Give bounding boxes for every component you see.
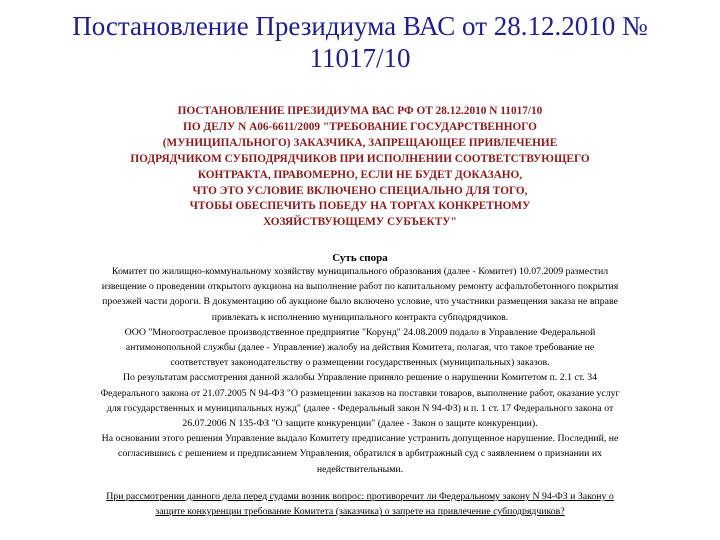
- heading-line: ПО ДЕЛУ N А06-6611/2009 "ТРЕБОВАНИЕ ГОСУДАРСТВЕННОГО: [183, 120, 537, 133]
- body-line: По результатам рассмотрения данной жалобы Управление приняло решение о нарушении Комитетом п. 2.1 ст. 34: [122, 372, 598, 384]
- body-line: Федерального закона от 21.07.2005 N 94-ФЗ "О размещении заказов на поставки товаров, выполнение работ, оказание услуг: [100, 387, 620, 399]
- body-line: На основании этого решения Управление выдало Комитету предписание устранить допущенное нарушение. Последний, не: [101, 433, 619, 445]
- heading-line: ПОДРЯДЧИКОМ СУБПОДРЯДЧИКОВ ПРИ ИСПОЛНЕНИИ СООТВЕТСТВУЮЩЕГО: [130, 152, 590, 165]
- heading-line: ХОЗЯЙСТВУЮЩЕМУ СУБЪЕКТУ": [263, 216, 457, 229]
- heading-line: ЧТО ЭТО УСЛОВИЕ ВКЛЮЧЕНО СПЕЦИАЛЬНО ДЛЯ ТОГО,: [192, 184, 528, 197]
- question-line: При рассмотрении данного дела перед судами возник вопрос: противоречит ли Федеральному закону N 94-ФЗ и Закону о: [106, 491, 614, 502]
- body-line: соответствует законодательству о размещении государственных (муниципальных) заказов.: [170, 357, 550, 369]
- body-line: привлекать к исполнению муниципального контракта субподрядчиков.: [211, 311, 509, 323]
- body-line: для государственных и муниципальных нужд" (далее - Федеральный закон N 94-ФЗ) и п. 1 ст. 17 Федерального закона от: [106, 402, 614, 414]
- body-line: ООО "Многоотраслевое производственное предприятие "Корунд" 24.08.2009 подало в Управление Федеральной: [124, 326, 596, 338]
- heading-line: ЧТОБЫ ОБЕСПЕЧИТЬ ПОБЕДУ НА ТОРГАХ КОНКРЕТНОМУ: [189, 200, 531, 213]
- heading-line: ПОСТАНОВЛЕНИЕ ПРЕЗИДИУМА ВАС РФ ОТ 28.12.2010 N 11017/10: [177, 105, 543, 117]
- body-line: согласившись с решением и предписанием Управления, обратился в арбитражный суд с заявлением о признании их: [118, 448, 602, 460]
- title-line: 11017/10: [309, 43, 411, 73]
- body-line: проезжей части дороги. В документацию об аукционе было включено условие, что участники размещения заказа не вправе: [102, 296, 618, 308]
- body-line: 26.07.2006 N 135-ФЗ "О защите конкуренции" (далее - Закон о защите конкуренции).: [182, 418, 538, 430]
- heading-line: КОНТРАКТА, ПРАВОМЕРНО, ЕСЛИ НЕ БУДЕТ ДОКАЗАНО,: [197, 168, 523, 181]
- body-line: Комитет по жилищно-коммунальному хозяйству муниципального образования (далее - Комитет) 10.07.2009 разместил: [111, 266, 609, 277]
- slide-title: [20, 10, 700, 74]
- section-title: Суть спора: [332, 252, 388, 264]
- resolution-heading: [30, 104, 690, 231]
- dispute-description: [26, 264, 694, 477]
- body-line: недействительными.: [316, 463, 404, 475]
- legal-question: [26, 489, 694, 519]
- heading-line: (МУНИЦИПАЛЬНОГО) ЗАКАЗЧИКА, ЗАПРЕЩАЮЩЕЕ ПРИВЛЕЧЕНИЕ: [162, 136, 558, 149]
- question-line: защите конкуренции требование Комитета (заказчика) о запрете на привлечение субподрядчиков?: [155, 506, 565, 517]
- body-line: антимонопольной службы (далее - Управление) жалобу на действия Комитета, полагая, что такое требование не: [125, 342, 595, 354]
- body-line: извещение о проведении открытого аукциона на выполнение работ по капитальному ремонту асфальтобетонного покрытия: [101, 281, 619, 293]
- title-line: Постановление Президиума ВАС от 28.12.2010 №: [72, 11, 648, 41]
